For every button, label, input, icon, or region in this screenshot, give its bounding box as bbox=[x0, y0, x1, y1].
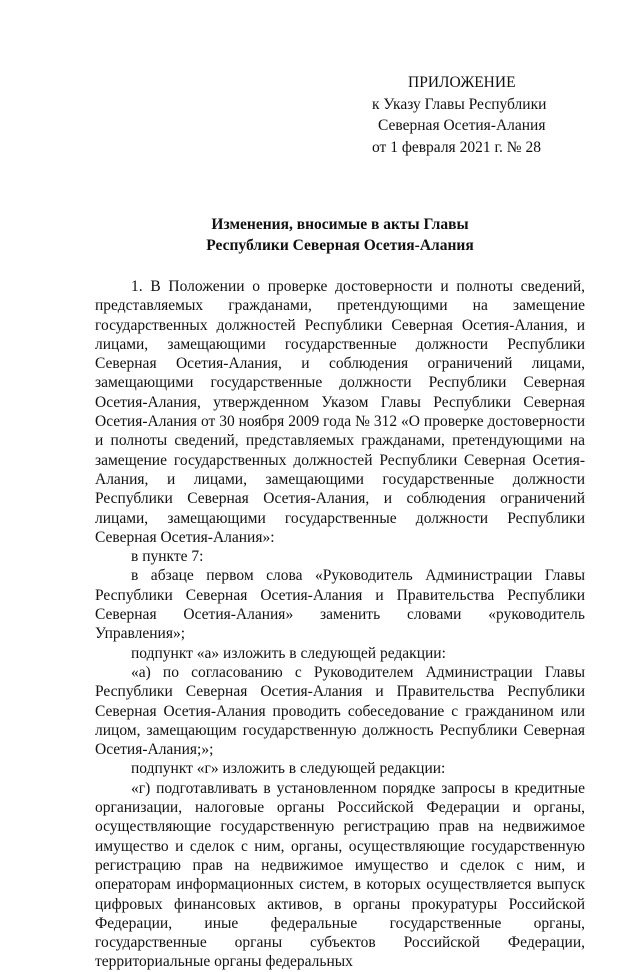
appendix-decree-line: к Указу Главы Республики bbox=[372, 95, 547, 113]
paragraph: «а) по согласованию с Руководителем Администрации Главы Республики Северная Осетия-Алания и Правительства Республики Северная Осетия-Алания проводить собеседование с гражданином или лицом, замещающим государственную должность Республики Северная Осетия-Алания;»; bbox=[95, 663, 585, 759]
paragraph: «г) подготавливать в установленном порядке запросы в кредитные организации, налоговые органы Российской Федерации и органы, осуществляющие государственную регистрацию прав на недвижимое имущество и сделок с ним, органы, осуществляющие государственную регистрацию прав на недвижимое имущество и сделок с ним, и операторам информационных систем, в которых осуществляется выпуск цифровых финансовых активов, в органы прокуратуры Российской Федерации, иные федеральные государственные органы, государственные органы субъектов Российской Федерации, территориальные органы федеральных bbox=[95, 779, 585, 971]
paragraph: 1. В Положении о проверке достоверности и полноты сведений, представляемых гражданами, претендующими на замещение государственных должностей Республики Северная Осетия-Алания, и лицами, замещающими государственные должности Республики Северная Осетия-Алания, и соблюдения ограничений лицами, замещающими государственные должности Республики Северная Осетия-Алания, утвержденном Указом Главы Республики Северная Осетия-Алания от 30 ноября 2009 года № 312 «О проверке достоверности и полноты сведений, представляемых гражданами, претендующими на замещение государственных должностей Республики Северная Осетия-Алания, и лицами, замещающими государственные должности Республики Северная Осетия-Алания, и соблюдения ограничений лицами, замещающими государственные должности Республики Северная Осетия-Алания»: bbox=[95, 278, 585, 546]
document-body bbox=[95, 277, 585, 972]
paragraph: подпункт «а» изложить в следующей редакции: bbox=[131, 644, 446, 662]
appendix-date-line: от 1 февраля 2021 г. № 28 bbox=[372, 138, 541, 156]
appendix-header bbox=[372, 72, 592, 158]
title-line-2: Республики Северная Осетия-Алания bbox=[206, 237, 474, 254]
paragraph: подпункт «г» изложить в следующей редакции: bbox=[131, 760, 446, 778]
appendix-republic-line: Северная Осетия-Алания bbox=[378, 117, 546, 134]
paragraph: в абзаце первом слова «Руководитель Администрации Главы Республики Северная Осетия-Алания и Правительства Республики Северная Осетия-Алания» заменить словами «руководитель Управления»; bbox=[95, 567, 585, 643]
appendix-label: ПРИЛОЖЕНИЕ bbox=[408, 74, 516, 91]
title-line-1: Изменения, вносимые в акты Главы bbox=[211, 216, 469, 233]
paragraph: в пункте 7: bbox=[131, 548, 204, 566]
document-title bbox=[95, 214, 585, 256]
